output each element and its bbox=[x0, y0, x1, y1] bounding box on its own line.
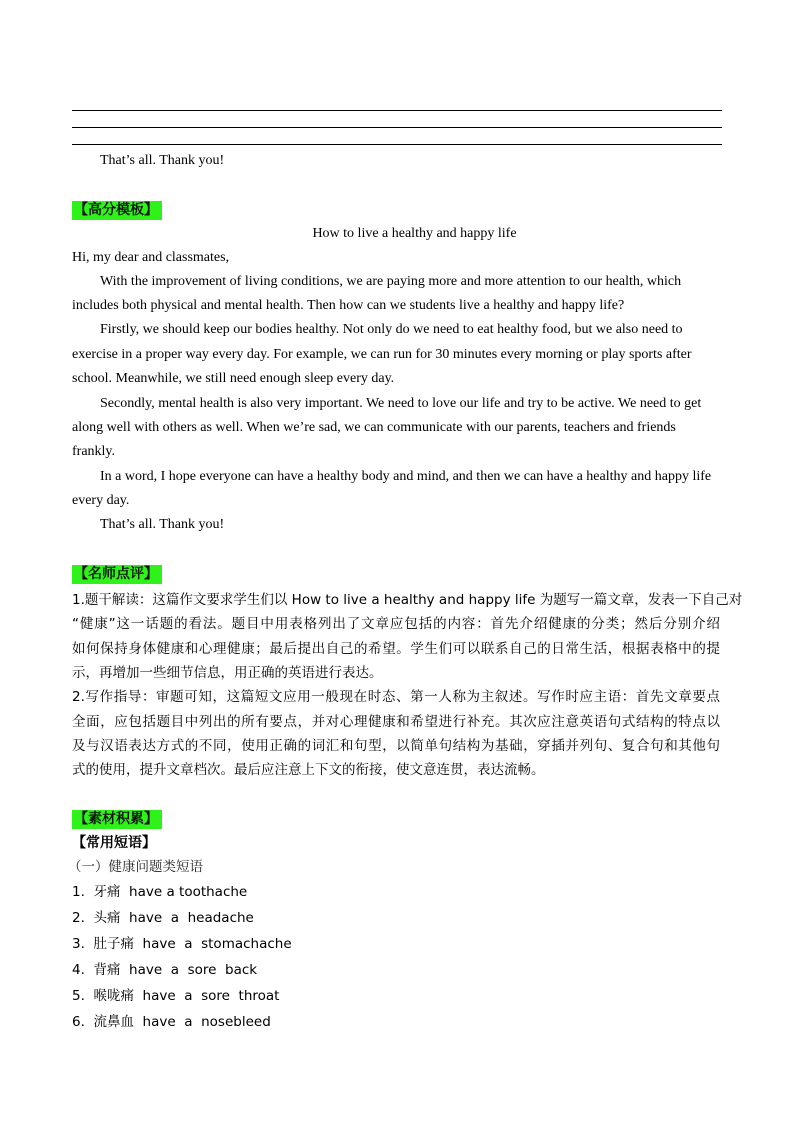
essay-line: Firstly, we should keep our bodies healthy. Not only do we need to eat healthy food, but we also need to bbox=[100, 322, 683, 337]
list-item: 1. 牙痛 have a toothache bbox=[72, 884, 248, 900]
essay-greeting: Hi, my dear and classmates, bbox=[72, 250, 230, 265]
essay-title: How to live a healthy and happy life bbox=[312, 226, 517, 241]
comment-line: 1.题干解读：这篇作文要求学生们以 How to live a healthy and happy life 为题写一篇文章，发表一下自己对 bbox=[72, 592, 743, 608]
essay-line: exercise in a proper way every day. For example, we can run for 30 minutes every morning or play sports after bbox=[72, 347, 692, 362]
list-item: 5. 喉咙痛 have a sore throat bbox=[72, 988, 280, 1004]
comment-line: 及与汉语表达方式的不同，使用正确的词汇和句型，以简单句结构为基础，穿插并列句、复合句和其他句 bbox=[72, 738, 720, 754]
phrases-heading: 【常用短语】 bbox=[72, 835, 156, 851]
essay-line: In a word, I hope everyone can have a healthy body and mind, and then we can have a healthy and happy life bbox=[100, 469, 712, 484]
answer-line bbox=[72, 127, 722, 128]
comment-line: 式的使用，提升文章档次。最后应注意上下文的衔接，使文意连贯，表达流畅。 bbox=[72, 762, 545, 778]
essay-line: Secondly, mental health is also very important. We need to love our life and try to be active. We need to get bbox=[100, 396, 702, 411]
answer-line bbox=[72, 110, 722, 111]
comment-line: 示，再增加一些细节信息，用正确的英语进行表达。 bbox=[72, 665, 383, 681]
answer-line bbox=[72, 144, 722, 145]
comment-line: 2.写作指导：审题可知，这篇短文应用一般现在时态、第一人称为主叙述。写作时应主语：首先文章要点 bbox=[72, 689, 720, 705]
list-item: 3. 肚子痛 have a stomachache bbox=[72, 936, 292, 952]
essay-line: along well with others as well. When we’re sad, we can communicate with our parents, teachers and friends bbox=[72, 420, 676, 435]
model-section-badge: 【高分模板】 bbox=[72, 201, 162, 220]
essay-closing: That’s all. Thank you! bbox=[100, 517, 225, 532]
top-closing: That’s all. Thank you! bbox=[100, 153, 225, 168]
comment-section-badge: 【名师点评】 bbox=[72, 565, 162, 584]
comment-line: 全面，应包括题目中列出的所有要点，并对心理健康和希望进行补充。其次应注意英语句式结构的特点以 bbox=[72, 714, 720, 730]
essay-line: includes both physical and mental health. Then how can we students live a healthy and happy life? bbox=[72, 298, 625, 313]
essay-line: every day. bbox=[72, 493, 130, 508]
material-section-badge: 【素材积累】 bbox=[72, 810, 162, 829]
essay-line: With the improvement of living conditions, we are paying more and more attention to our health, which bbox=[100, 274, 682, 289]
comment-line: 如何保持身体健康和心理健康；最后提出自己的希望。学生们可以联系自己的日常生活，根据表格中的提 bbox=[72, 641, 720, 657]
essay-line: frankly. bbox=[72, 444, 116, 459]
list-item: 4. 背痛 have a sore back bbox=[72, 962, 258, 978]
list-item: 6. 流鼻血 have a nosebleed bbox=[72, 1014, 271, 1030]
essay-line: school. Meanwhile, we still need enough sleep every day. bbox=[72, 371, 395, 386]
phrases-subheading: （一）健康问题类短语 bbox=[68, 859, 203, 875]
comment-line: “健康”这一话题的看法。题目中用表格列出了文章应包括的内容：首先介绍健康的分类；然后分别介绍 bbox=[72, 616, 720, 632]
list-item: 2. 头痛 have a headache bbox=[72, 910, 254, 926]
